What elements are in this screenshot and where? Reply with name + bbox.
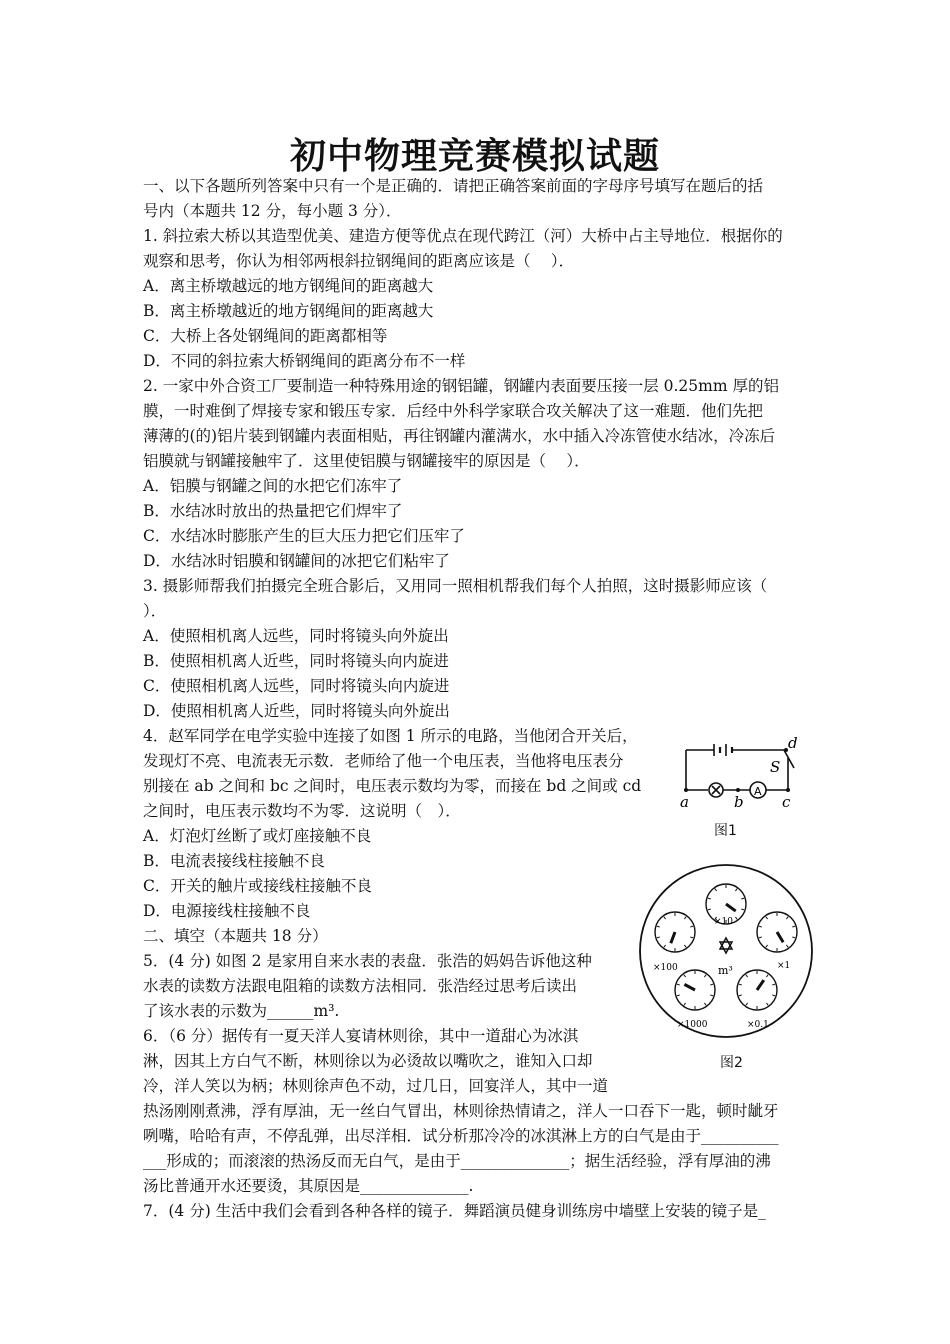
text-line: D．电源接线柱接触不良 (143, 902, 311, 920)
label-b: b (734, 793, 744, 811)
meter-pointer (757, 980, 764, 990)
text-line: 6．（6 分）据传有一夏天洋人宴请林则徐，其中一道甜心为冰淇 (143, 1027, 579, 1045)
text-line: A．灯泡灯丝断了或灯座接触不良 (143, 827, 372, 845)
figure1-caption: 图1 (714, 823, 737, 839)
label-d: d (788, 734, 798, 752)
label-switch: S (770, 758, 781, 776)
text-line: A．离主桥墩越远的地方钢绳间的距离越大 (143, 277, 434, 295)
text-line: ）． (143, 602, 167, 620)
text-line: 冷，洋人笑以为柄；林则徐声色不动，过几日，回宴洋人，其中一道 (143, 1077, 609, 1095)
text-line: 热汤刚刚煮沸，浮有厚油，无一丝白气冒出，林则徐热情请之，洋人一口吞下一匙，顿时龇牙 (143, 1102, 779, 1120)
meter-pointer (684, 984, 695, 990)
text-line: 发现灯不亮、电流表无示数．老师给了他一个电压表，当他将电压表分 (143, 752, 624, 770)
text-line: 5．(4 分) 如图 2 是家用自来水表的表盘．张浩的妈妈告诉他这种 (143, 952, 592, 970)
text-line: C．开关的触片或接线柱接触不良 (143, 877, 372, 895)
text-line: 二、填空（本题共 18 分） (143, 927, 328, 945)
meter-pointer (726, 904, 736, 911)
text-line: 水表的读数方法跟电阻箱的读数方法相同．张浩经过思考后读出 (143, 977, 578, 995)
text-line: B．使照相机离人近些，同时将镜头向内旋进 (143, 652, 449, 670)
ammeter-symbol: A (754, 785, 762, 798)
text-line: 淋，因其上方白气不断，林则徐以为必烫故以嘴吹之，谁知入口却 (143, 1052, 593, 1070)
text-line: 之间时，电压表示数均不为零．这说明（ ）． (143, 802, 461, 820)
meter-unit: m³ (718, 964, 733, 977)
meter-pointer (671, 932, 675, 943)
figure2-caption: 图2 (720, 1055, 743, 1071)
label-c: c (782, 793, 791, 811)
text-line: 3. 摄影师帮我们拍摄完全班合影后，又用同一照相机帮我们每个人拍照，这时摄影师应该（ (143, 577, 768, 595)
text-line: C．水结冰时膨胀产生的巨大压力把它们压牢了 (143, 527, 465, 545)
text-line: D．不同的斜拉索大桥钢绳间的距离分布不一样 (143, 352, 466, 370)
text-line: C．大桥上各处钢绳间的距离都相等 (143, 327, 388, 345)
text-line: 咧嘴，哈哈有声，不停乱弹，出尽洋相．试分析那冷冷的冰淇淋上方的白气是由于__________ (143, 1127, 779, 1145)
text-line: 汤比普通开水还要烫，其原因是______________. (143, 1177, 474, 1195)
label-a: a (680, 793, 689, 811)
text-line: 铝膜就与钢罐接触牢了．这里使铝膜与钢罐接牢的原因是（ ）． (143, 452, 590, 470)
text-line: C．使照相机离人远些，同时将镜头向内旋进 (143, 677, 450, 695)
text-line: B．电流表接线柱接触不良 (143, 852, 325, 870)
dial-label-x0-1: ×0.1 (747, 1020, 769, 1030)
text-line: 观察和思考，你认为相邻两根斜拉钢绳间的距离应该是（ ）． (143, 252, 575, 270)
text-line: 4．赵军同学在电学实验中连接了如图 1 所示的电路，当他闭合开关后， (143, 727, 638, 745)
text-line: ___形成的；而滚滚的热汤反而无白气，是由于______________；据生活经验，浮有厚油的沸 (143, 1152, 771, 1170)
text-line: D．使照相机离人近些，同时将镜头向外旋出 (143, 702, 450, 720)
text-line: B．离主桥墩越近的地方钢绳间的距离越大 (143, 302, 434, 320)
circuit-diagram (676, 734, 806, 814)
text-line: 7．(4 分) 生活中我们会看到各种各样的镜子．舞蹈演员健身训练房中墙壁上安装的镜子是_ (143, 1202, 766, 1220)
text-line: 1. 斜拉索大桥以其造型优美、建造方便等优点在现代跨江（河）大桥中占主导地位．根据你的 (143, 227, 783, 245)
meter-pointer (777, 932, 783, 942)
text-line: 薄薄的(的)铝片装到钢罐内表面相贴，再往钢罐内灌满水，水中插入冷冻管使水结冰，冷冻后 (143, 427, 776, 445)
text-line: D．水结冰时铝膜和钢罐间的冰把它们粘牢了 (143, 552, 450, 570)
text-line: 一、以下各题所列答案中只有一个是正确的．请把正确答案前面的字母序号填写在题后的括 (143, 177, 764, 195)
text-line: B．水结冰时放出的热量把它们焊牢了 (143, 502, 403, 520)
star-icon (720, 938, 732, 953)
text-line: 号内（本题共 12 分，每小题 3 分）． (143, 202, 402, 220)
water-meter-dial (637, 862, 815, 1040)
text-line: 别接在 ab 之间和 bc 之间时，电压表示数均为零，而接在 bd 之间或 cd (143, 777, 642, 795)
text-line: 膜，一时难倒了焊接专家和锻压专家．后经中外科学家联合攻关解决了这一难题．他们先把 (143, 402, 764, 420)
text-line: A．使照相机离人远些，同时将镜头向外旋出 (143, 627, 449, 645)
dial-label-x100: ×100 (653, 963, 678, 973)
dial-label-x10: ×10 (714, 917, 733, 927)
text-line: 了该水表的示数为______m³. (143, 1002, 340, 1020)
text-line: A．铝膜与钢罐之间的水把它们冻牢了 (143, 477, 403, 495)
dial-label-x1000: ×1000 (677, 1020, 708, 1030)
text-line: 2. 一家中外合资工厂要制造一种特殊用途的钢铝罐，钢罐内表面要压接一层 0.25mm 厚的铝 (143, 377, 779, 395)
dial-label-x1: ×1 (777, 961, 791, 971)
page-title: 初中物理竞赛模拟试题 (289, 136, 660, 177)
